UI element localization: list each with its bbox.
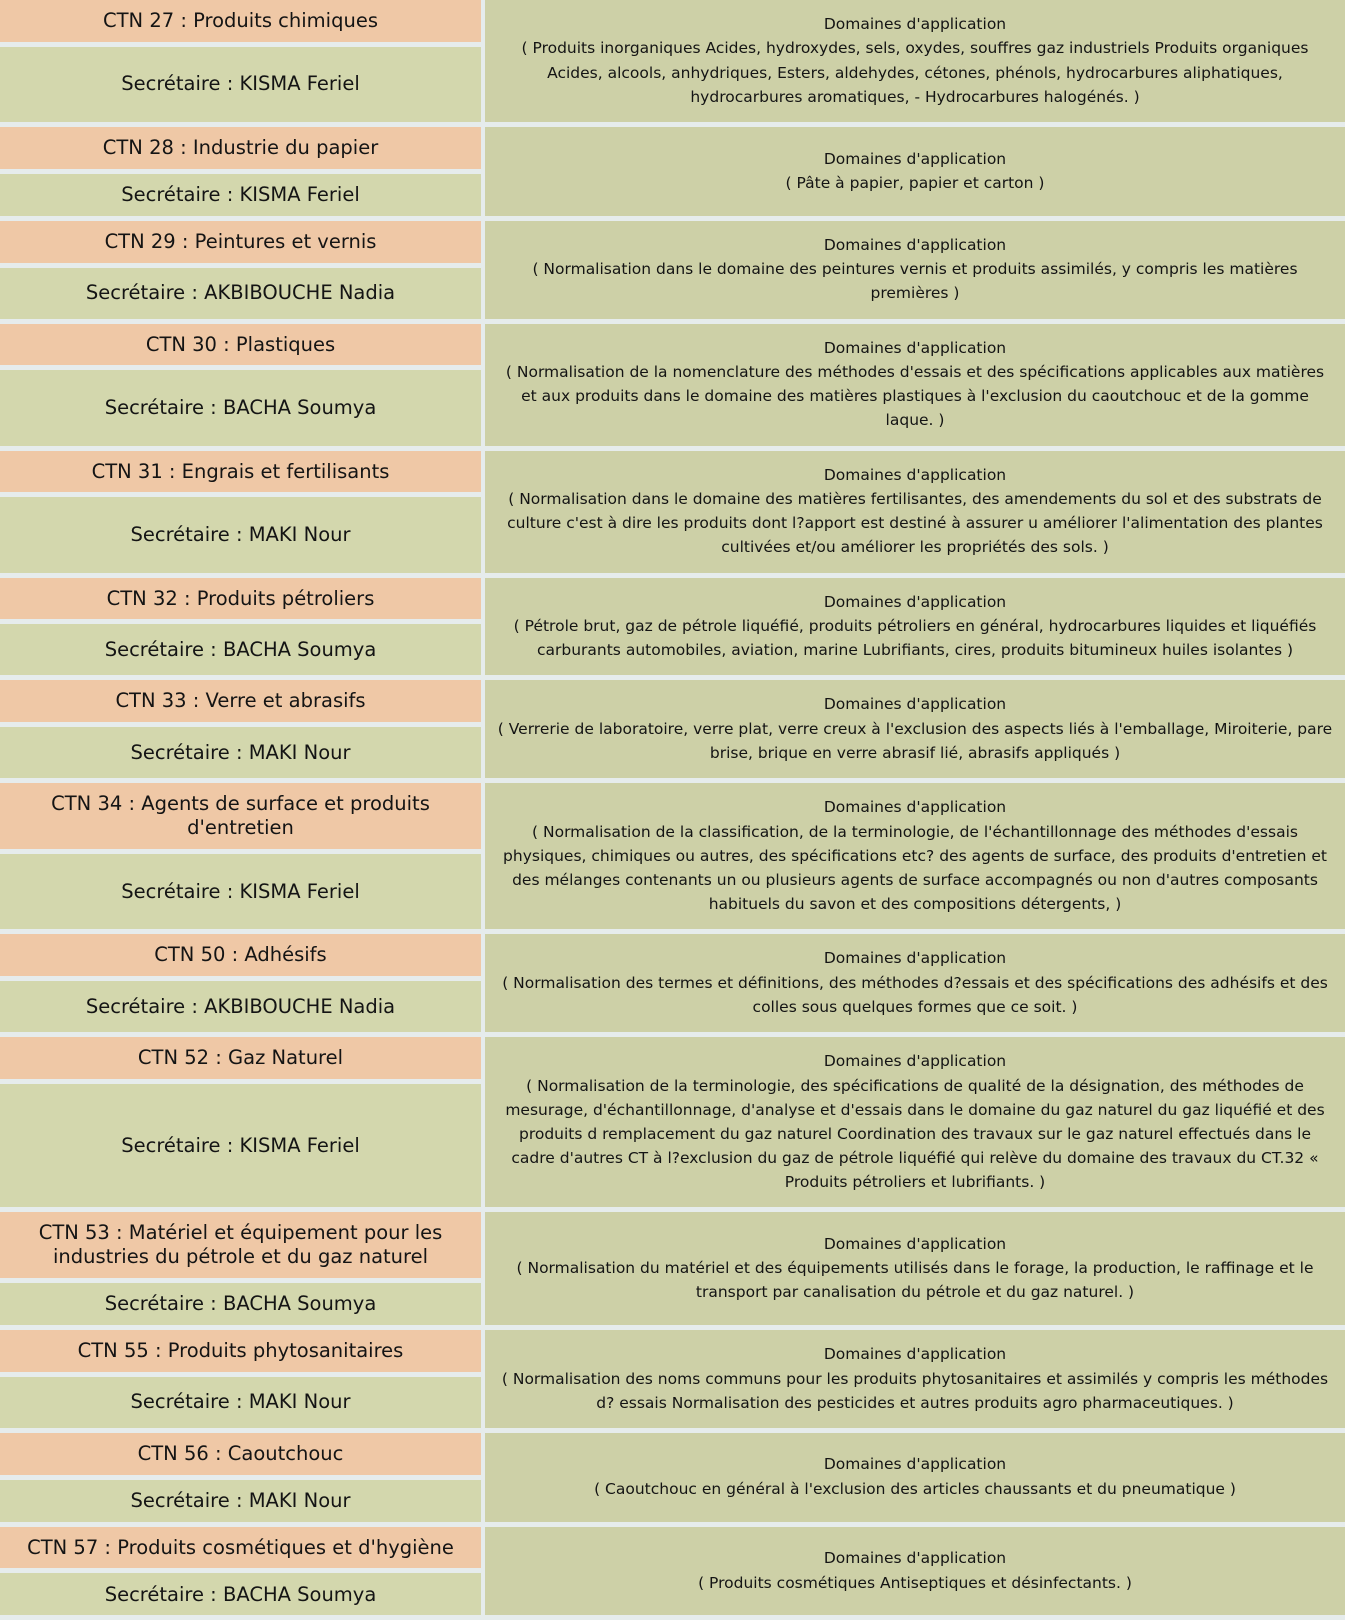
application-domains-cell <box>485 1037 1345 1207</box>
committee-title: CTN 28 : Industrie du papier <box>0 127 481 169</box>
application-domains-cell <box>485 934 1345 1032</box>
application-domains-label: Domaines d'application <box>823 1345 1007 1364</box>
application-domains-label: Domaines d'application <box>823 1549 1007 1568</box>
committee-column <box>0 1212 481 1325</box>
application-domains-label: Domaines d'application <box>823 1234 1007 1253</box>
application-domains-text: ( Normalisation de la terminologie, des spécifications de qualité de la désignation, des méthodes de mesurage, d'échantillonnage, d'analyse et d'essais dans le domaine du gaz naturel du gaz liquéfié et des produits d remplacement du gaz naturel Coordination des travaux sur le gaz naturel effectués dans le cadre d'autres CT à l?exclusion du gaz de pétrole liquéfié qui relève du domaine des travaux du CT.32 « Produits pétroliers et lubrifiants. ) <box>505 1076 1325 1192</box>
application-domains-text: ( Caoutchouc en général à l'exclusion des articles chaussants et du pneumatique ) <box>594 1479 1236 1498</box>
application-domains-text: ( Normalisation dans le domaine des matières fertilisantes, des amendements du sol et des substrats de culture c'est à dire les produits dont l?apport est destiné à assurer u améliorer l'alimentation des plantes cultivées et/ou améliorer les propriétés des sols. ) <box>507 490 1323 557</box>
committee-secretary: Secrétaire : BACHA Soumya <box>0 370 481 445</box>
table-row <box>0 127 1345 216</box>
application-domains-text: ( Pâte à papier, papier et carton ) <box>785 174 1045 193</box>
application-domains-text: ( Normalisation des noms communs pour les produits phytosanitaires et assimilés y compris les méthodes d? essais Normalisation des pesticides et autres produits agro pharmaceutiques. ) <box>501 1369 1329 1412</box>
committee-secretary: Secrétaire : BACHA Soumya <box>0 1573 481 1615</box>
committee-column <box>0 1330 481 1428</box>
committee-title: CTN 34 : Agents de surface et produits d'entretien <box>0 783 481 849</box>
committee-secretary: Secrétaire : MAKI Nour <box>0 1377 481 1428</box>
application-domains-text: ( Normalisation dans le domaine des peintures vernis et produits assimilés, y compris les matières premières ) <box>532 260 1298 303</box>
application-domains-cell <box>485 324 1345 446</box>
application-domains-label: Domaines d'application <box>823 1052 1007 1071</box>
application-domains-cell <box>485 127 1345 216</box>
table-row <box>0 0 1345 122</box>
committee-column <box>0 578 481 676</box>
application-domains-cell <box>485 1527 1345 1616</box>
application-domains-label: Domaines d'application <box>823 949 1007 968</box>
committee-column <box>0 934 481 1032</box>
table-row <box>0 783 1345 929</box>
application-domains-text: ( Pétrole brut, gaz de pétrole liquéfié, produits pétroliers en général, hydrocarbures liquides et liquéfiés carburants automobiles, aviation, marine Lubrifiants, cires, produits bitumineux huiles isolantes ) <box>513 617 1317 660</box>
committee-column <box>0 0 481 122</box>
committee-title: CTN 27 : Produits chimiques <box>0 0 481 42</box>
committee-title: CTN 50 : Adhésifs <box>0 934 481 976</box>
application-domains-text: ( Produits cosmétiques Antiseptiques et désinfectants. ) <box>698 1573 1132 1592</box>
application-domains-text: ( Verrerie de laboratoire, verre plat, verre creux à l'exclusion des aspects liés à l'emballage, Miroiterie, pare brise, brique en verre abrasif lié, abrasifs appliqués ) <box>497 719 1333 762</box>
table-row <box>0 680 1345 778</box>
application-domains-text: ( Normalisation des termes et définitions, des méthodes d?essais et des spécifications des adhésifs et des colles sous quelques formes que ce soit. ) <box>502 973 1328 1016</box>
committee-secretary: Secrétaire : KISMA Feriel <box>0 854 481 930</box>
committee-title: CTN 32 : Produits pétroliers <box>0 578 481 620</box>
committee-title: CTN 56 : Caoutchouc <box>0 1433 481 1475</box>
table-row <box>0 451 1345 573</box>
table-row <box>0 934 1345 1032</box>
application-domains-text: ( Normalisation du matériel et des équipements utilisés dans le forage, la production, le raffinage et le transport par canalisation du pétrole et du gaz naturel. ) <box>516 1259 1314 1302</box>
committee-secretary: Secrétaire : KISMA Feriel <box>0 47 481 122</box>
application-domains-label: Domaines d'application <box>823 338 1007 357</box>
committee-title: CTN 33 : Verre et abrasifs <box>0 680 481 722</box>
committee-secretary: Secrétaire : KISMA Feriel <box>0 174 481 216</box>
committee-column <box>0 1037 481 1207</box>
committee-secretary: Secrétaire : MAKI Nour <box>0 1480 481 1522</box>
committee-title: CTN 31 : Engrais et fertilisants <box>0 451 481 493</box>
application-domains-label: Domaines d'application <box>823 1455 1007 1474</box>
committee-column <box>0 127 481 216</box>
application-domains-label: Domaines d'application <box>823 592 1007 611</box>
application-domains-cell <box>485 1212 1345 1325</box>
table-row <box>0 1212 1345 1325</box>
table-row <box>0 324 1345 446</box>
committee-secretary: Secrétaire : BACHA Soumya <box>0 624 481 675</box>
committee-column <box>0 1433 481 1522</box>
committee-secretary: Secrétaire : BACHA Soumya <box>0 1283 481 1325</box>
table-row <box>0 1527 1345 1616</box>
committee-title: CTN 55 : Produits phytosanitaires <box>0 1330 481 1372</box>
committee-secretary: Secrétaire : MAKI Nour <box>0 497 481 572</box>
application-domains-cell <box>485 1433 1345 1522</box>
committee-secretary: Secrétaire : AKBIBOUCHE Nadia <box>0 981 481 1032</box>
committee-title: CTN 52 : Gaz Naturel <box>0 1037 481 1079</box>
committee-column <box>0 783 481 929</box>
application-domains-label: Domaines d'application <box>823 235 1007 254</box>
application-domains-cell <box>485 1330 1345 1428</box>
application-domains-label: Domaines d'application <box>823 695 1007 714</box>
committee-title: CTN 29 : Peintures et vernis <box>0 221 481 263</box>
application-domains-cell <box>485 680 1345 778</box>
table-row <box>0 1037 1345 1207</box>
committee-title: CTN 30 : Plastiques <box>0 324 481 366</box>
application-domains-label: Domaines d'application <box>823 798 1007 817</box>
committee-title: CTN 53 : Matériel et équipement pour les industries du pétrole et du gaz naturel <box>0 1212 481 1278</box>
table-row <box>0 221 1345 319</box>
committee-title: CTN 57 : Produits cosmétiques et d'hygiène <box>0 1527 481 1569</box>
table-row <box>0 1433 1345 1522</box>
application-domains-text: ( Normalisation de la classification, de la terminologie, de l'échantillonnage des méthodes d'essais physiques, chimiques ou autres, des spécifications etc? des agents de surface, des produits d'entretien et des mélanges contenants un ou plusieurs agents de surface accompagnés ou non d'autres composants habituels du savon et des compositions détergents, ) <box>503 822 1327 914</box>
committee-column <box>0 324 481 446</box>
committee-column <box>0 680 481 778</box>
committee-column <box>0 221 481 319</box>
application-domains-cell <box>485 0 1345 122</box>
table-row <box>0 1330 1345 1428</box>
committee-secretary: Secrétaire : MAKI Nour <box>0 727 481 778</box>
committee-secretary: Secrétaire : AKBIBOUCHE Nadia <box>0 268 481 319</box>
committee-column <box>0 1527 481 1616</box>
application-domains-cell <box>485 451 1345 573</box>
committee-column <box>0 451 481 573</box>
application-domains-cell <box>485 783 1345 929</box>
committee-secretary: Secrétaire : KISMA Feriel <box>0 1084 481 1208</box>
application-domains-cell <box>485 221 1345 319</box>
table-row <box>0 578 1345 676</box>
application-domains-cell <box>485 578 1345 676</box>
application-domains-label: Domaines d'application <box>823 465 1007 484</box>
application-domains-label: Domaines d'application <box>823 149 1007 168</box>
application-domains-text: ( Produits inorganiques Acides, hydroxydes, sels, oxydes, souffres gaz industriels Produits organiques Acides, alcools, anhydriques, Esters, aldehydes, cétones, phénols, hydrocarbures aliphatiques, hydrocarbures aromatiques, - Hydrocarbures halogénés. ) <box>521 39 1309 106</box>
application-domains-text: ( Normalisation de la nomenclature des méthodes d'essais et des spécifications applicables aux matières et aux produits dans le domaine des matières plastiques à l'exclusion du caoutchouc et de la gomme laque. ) <box>505 363 1325 430</box>
application-domains-label: Domaines d'application <box>823 15 1007 33</box>
